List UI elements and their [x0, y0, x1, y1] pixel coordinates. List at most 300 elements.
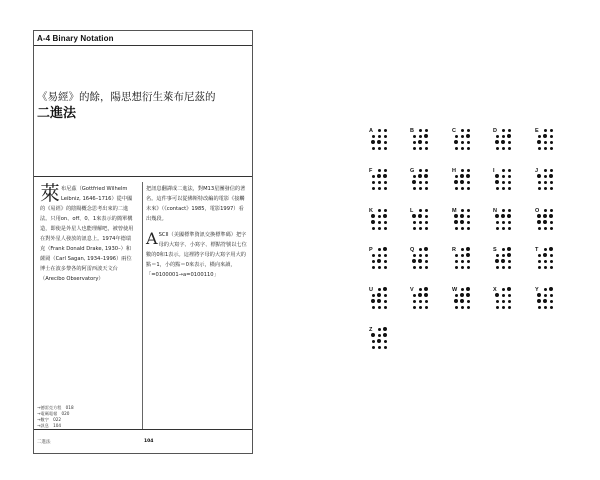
large-dot — [371, 140, 375, 144]
small-dot — [384, 141, 387, 144]
large-dot — [537, 140, 541, 144]
small-dot — [384, 300, 387, 303]
small-dot — [455, 187, 458, 190]
small-dot — [550, 129, 553, 132]
small-dot — [455, 294, 458, 297]
small-dot — [378, 334, 381, 337]
small-dot — [425, 147, 428, 150]
large-dot — [412, 214, 416, 218]
small-dot — [413, 306, 416, 309]
small-dot — [502, 169, 505, 172]
small-dot — [550, 254, 553, 257]
large-dot — [543, 134, 547, 138]
small-dot — [496, 147, 499, 150]
small-dot — [550, 187, 553, 190]
small-dot — [419, 266, 422, 269]
body-paragraph: 布尼茲（Gottfried Wilhelm Leibniz, 1646–1716）從中國的《易經》的陰陽概念思考出來的二進法。只用on、off、0、1來表示的簡單構造，即使是外星人也能理解吧，被曾使用在對外星人發放的訊息上。1974年德瑞克（Frank Donald Drake, 1930–）和薩岡（Carl Sagan, 1934–1996）兩位博士在波多黎各的阿雷西波天文台（Arecibo Observatory） — [40, 186, 134, 282]
large-dot — [412, 259, 416, 263]
small-dot — [496, 254, 499, 257]
small-dot — [544, 306, 547, 309]
large-dot — [507, 247, 511, 251]
small-dot — [378, 346, 381, 349]
small-dot — [544, 294, 547, 297]
small-dot — [538, 260, 541, 263]
small-dot — [413, 266, 416, 269]
small-dot — [384, 169, 387, 172]
small-dot — [461, 266, 464, 269]
small-dot — [378, 147, 381, 150]
small-dot — [550, 147, 553, 150]
small-dot — [467, 227, 470, 230]
small-dot — [419, 209, 422, 212]
small-dot — [425, 227, 428, 230]
small-dot — [467, 169, 470, 172]
small-dot — [508, 187, 511, 190]
small-dot — [467, 260, 470, 263]
large-dot — [495, 293, 499, 297]
large-dot — [501, 259, 505, 263]
small-dot — [384, 346, 387, 349]
small-dot — [467, 215, 470, 218]
small-dot — [538, 254, 541, 257]
small-dot — [384, 187, 387, 190]
large-dot — [543, 299, 547, 303]
small-dot — [425, 221, 428, 224]
small-dot — [467, 306, 470, 309]
braille-letter: S — [493, 247, 497, 253]
small-dot — [550, 260, 553, 263]
small-dot — [467, 147, 470, 150]
small-dot — [467, 181, 470, 184]
small-dot — [455, 266, 458, 269]
braille-cell-u — [369, 287, 403, 323]
small-dot — [419, 147, 422, 150]
small-dot — [502, 288, 505, 291]
braille-cell-a — [369, 128, 403, 164]
small-dot — [384, 260, 387, 263]
small-dot — [461, 260, 464, 263]
small-dot — [508, 294, 511, 297]
braille-letter: C — [452, 128, 456, 134]
small-dot — [378, 227, 381, 230]
small-dot — [413, 254, 416, 257]
small-dot — [496, 306, 499, 309]
small-dot — [413, 300, 416, 303]
large-dot — [377, 174, 381, 178]
small-dot — [502, 266, 505, 269]
large-dot — [543, 220, 547, 224]
braille-cell-l — [410, 208, 444, 244]
cross-reference: →數字 022 — [37, 417, 62, 422]
small-dot — [461, 169, 464, 172]
braille-letter: Z — [369, 327, 373, 333]
small-dot — [544, 181, 547, 184]
small-dot — [378, 169, 381, 172]
small-dot — [502, 175, 505, 178]
large-dot — [460, 180, 464, 184]
small-dot — [455, 260, 458, 263]
small-dot — [538, 227, 541, 230]
cross-reference: →訊息 104 — [37, 423, 62, 428]
small-dot — [419, 227, 422, 230]
small-dot — [502, 248, 505, 251]
braille-letter: U — [369, 287, 373, 293]
braille-cell-x — [493, 287, 527, 323]
small-dot — [384, 294, 387, 297]
small-dot — [455, 254, 458, 257]
small-dot — [419, 135, 422, 138]
braille-letter: B — [410, 128, 414, 134]
large-dot — [454, 180, 458, 184]
small-dot — [544, 129, 547, 132]
braille-letter: H — [452, 168, 456, 174]
large-dot — [383, 327, 387, 331]
small-dot — [378, 306, 381, 309]
small-dot — [538, 147, 541, 150]
small-dot — [502, 306, 505, 309]
small-dot — [378, 215, 381, 218]
small-dot — [508, 260, 511, 263]
small-dot — [467, 209, 470, 212]
braille-letter: N — [493, 208, 497, 214]
large-dot — [424, 174, 428, 178]
braille-cell-h — [452, 168, 486, 204]
large-dot — [424, 247, 428, 251]
large-dot — [454, 299, 458, 303]
small-dot — [508, 306, 511, 309]
small-dot — [508, 129, 511, 132]
large-dot — [543, 253, 547, 257]
large-dot — [377, 293, 381, 297]
small-dot — [550, 300, 553, 303]
small-dot — [419, 254, 422, 257]
large-dot — [495, 174, 499, 178]
small-dot — [372, 260, 375, 263]
small-dot — [372, 227, 375, 230]
small-dot — [419, 221, 422, 224]
small-dot — [508, 227, 511, 230]
small-dot — [378, 209, 381, 212]
small-dot — [372, 346, 375, 349]
large-dot — [460, 214, 464, 218]
body-paragraph: 把訊息翻譯成二進法，對M13星團發信的著名。這件事可以從佛斯特改編的電影《接觸未來》（《contact》1985，電影1997）看出幾段。 — [146, 186, 246, 222]
small-dot — [538, 135, 541, 138]
small-dot — [425, 254, 428, 257]
small-dot — [467, 300, 470, 303]
small-dot — [496, 221, 499, 224]
small-dot — [461, 129, 464, 132]
small-dot — [550, 181, 553, 184]
large-dot — [537, 214, 541, 218]
small-dot — [508, 169, 511, 172]
small-dot — [455, 306, 458, 309]
page-number: 104 — [144, 439, 154, 444]
small-dot — [378, 135, 381, 138]
braille-cell-p — [369, 247, 403, 283]
braille-cell-c — [452, 128, 486, 164]
small-dot — [550, 141, 553, 144]
small-dot — [496, 300, 499, 303]
small-dot — [508, 147, 511, 150]
small-dot — [378, 288, 381, 291]
large-dot — [507, 134, 511, 138]
large-dot — [537, 220, 541, 224]
small-dot — [461, 248, 464, 251]
braille-letter: I — [493, 168, 495, 174]
small-dot — [378, 254, 381, 257]
small-dot — [538, 187, 541, 190]
small-dot — [378, 187, 381, 190]
small-dot — [461, 187, 464, 190]
large-dot — [507, 287, 511, 291]
small-dot — [550, 169, 553, 172]
small-dot — [425, 129, 428, 132]
small-dot — [502, 209, 505, 212]
large-dot — [418, 174, 422, 178]
braille-cell-t — [535, 247, 569, 283]
braille-letter: J — [535, 168, 539, 174]
braille-cell-f — [369, 168, 403, 204]
dropcap: A — [146, 229, 158, 248]
small-dot — [384, 147, 387, 150]
large-dot — [371, 299, 375, 303]
small-dot — [508, 221, 511, 224]
large-dot — [543, 214, 547, 218]
large-dot — [454, 140, 458, 144]
braille-letter: P — [369, 247, 373, 253]
braille-cell-n — [493, 208, 527, 244]
small-dot — [550, 294, 553, 297]
large-dot — [549, 214, 553, 218]
small-dot — [413, 227, 416, 230]
small-dot — [508, 141, 511, 144]
small-dot — [425, 169, 428, 172]
large-dot — [507, 214, 511, 218]
large-dot — [460, 293, 464, 297]
small-dot — [467, 141, 470, 144]
large-dot — [412, 180, 416, 184]
small-dot — [544, 260, 547, 263]
braille-letter: L — [410, 208, 414, 214]
page-title: 二進法 — [37, 106, 77, 121]
small-dot — [496, 266, 499, 269]
braille-cell-z — [369, 327, 403, 363]
small-dot — [372, 187, 375, 190]
small-dot — [508, 175, 511, 178]
small-dot — [384, 209, 387, 212]
large-dot — [537, 293, 541, 297]
large-dot — [537, 174, 541, 178]
small-dot — [384, 266, 387, 269]
braille-cell-e — [535, 128, 569, 164]
large-dot — [549, 287, 553, 291]
small-dot — [378, 221, 381, 224]
small-dot — [455, 227, 458, 230]
small-dot — [544, 141, 547, 144]
braille-letter: G — [410, 168, 415, 174]
small-dot — [544, 248, 547, 251]
large-dot — [377, 299, 381, 303]
small-dot — [496, 187, 499, 190]
large-dot — [495, 180, 499, 184]
large-dot — [549, 247, 553, 251]
braille-letter: X — [493, 287, 497, 293]
large-dot — [418, 259, 422, 263]
braille-cell-k — [369, 208, 403, 244]
small-dot — [508, 181, 511, 184]
braille-letter: E — [535, 128, 539, 134]
small-dot — [419, 248, 422, 251]
large-dot — [424, 293, 428, 297]
cross-reference: →電碼電報 020 — [37, 411, 70, 416]
large-dot — [383, 174, 387, 178]
small-dot — [544, 227, 547, 230]
small-dot — [425, 266, 428, 269]
large-dot — [454, 220, 458, 224]
small-dot — [502, 300, 505, 303]
braille-cell-r — [452, 247, 486, 283]
small-dot — [425, 209, 428, 212]
small-dot — [372, 175, 375, 178]
braille-letter: K — [369, 208, 373, 214]
large-dot — [495, 140, 499, 144]
small-dot — [413, 135, 416, 138]
small-dot — [550, 221, 553, 224]
large-dot — [383, 287, 387, 291]
small-dot — [372, 266, 375, 269]
braille-cell-m — [452, 208, 486, 244]
small-dot — [425, 300, 428, 303]
cross-reference: →德雷克方程 018 — [37, 405, 74, 410]
small-dot — [461, 227, 464, 230]
small-dot — [419, 181, 422, 184]
small-dot — [384, 221, 387, 224]
small-dot — [544, 288, 547, 291]
large-dot — [495, 214, 499, 218]
small-dot — [550, 227, 553, 230]
small-dot — [384, 227, 387, 230]
small-dot — [502, 227, 505, 230]
large-dot — [418, 214, 422, 218]
page-subtitle: 《易經》的餘，陽思想衍生萊布尼茲的 — [37, 91, 216, 103]
small-dot — [384, 129, 387, 132]
large-dot — [507, 253, 511, 257]
small-dot — [461, 141, 464, 144]
small-dot — [419, 169, 422, 172]
small-dot — [550, 135, 553, 138]
large-dot — [466, 293, 470, 297]
braille-cell-g — [410, 168, 444, 204]
braille-letter: D — [493, 128, 497, 134]
small-dot — [378, 266, 381, 269]
braille-cell-v — [410, 287, 444, 323]
small-dot — [413, 147, 416, 150]
small-dot — [425, 181, 428, 184]
small-dot — [419, 129, 422, 132]
small-dot — [378, 129, 381, 132]
small-dot — [425, 260, 428, 263]
large-dot — [466, 247, 470, 251]
small-dot — [419, 187, 422, 190]
large-dot — [466, 134, 470, 138]
small-dot — [496, 227, 499, 230]
braille-cell-i — [493, 168, 527, 204]
large-dot — [371, 214, 375, 218]
large-dot — [460, 299, 464, 303]
braille-letter: T — [535, 247, 539, 253]
braille-letter: Y — [535, 287, 539, 293]
large-dot — [495, 259, 499, 263]
small-dot — [467, 129, 470, 132]
small-dot — [502, 254, 505, 257]
small-dot — [502, 147, 505, 150]
large-dot — [549, 174, 553, 178]
small-dot — [496, 135, 499, 138]
small-dot — [455, 147, 458, 150]
small-dot — [502, 221, 505, 224]
large-dot — [383, 247, 387, 251]
large-dot — [377, 339, 381, 343]
small-dot — [544, 175, 547, 178]
small-dot — [544, 147, 547, 150]
braille-letter: F — [369, 168, 373, 174]
large-dot — [424, 287, 428, 291]
small-dot — [372, 294, 375, 297]
small-dot — [467, 221, 470, 224]
small-dot — [550, 306, 553, 309]
small-dot — [508, 209, 511, 212]
small-dot — [461, 135, 464, 138]
small-dot — [502, 181, 505, 184]
small-dot — [384, 306, 387, 309]
small-dot — [467, 266, 470, 269]
large-dot — [418, 140, 422, 144]
small-dot — [413, 187, 416, 190]
body-paragraph-text: SCII（美國標準資訊交換標準碼）把字母的大寫字、小寫字、標點符號以七位數的0和1表示。這裡將字母的大寫字用大的點＝1，小的點＝0來表示，橫向來讀，「=0100001→a=0100110」 — [146, 232, 247, 278]
large-dot — [383, 214, 387, 218]
braille-cell-q — [410, 247, 444, 283]
large-dot — [501, 140, 505, 144]
small-dot — [461, 306, 464, 309]
braille-letter: M — [452, 208, 457, 214]
small-dot — [378, 248, 381, 251]
braille-cell-s — [493, 247, 527, 283]
large-dot — [501, 214, 505, 218]
small-dot — [413, 221, 416, 224]
braille-letter: R — [452, 247, 456, 253]
large-dot — [377, 140, 381, 144]
small-dot — [467, 187, 470, 190]
small-dot — [550, 266, 553, 269]
small-dot — [372, 147, 375, 150]
small-dot — [544, 169, 547, 172]
small-dot — [378, 181, 381, 184]
large-dot — [466, 253, 470, 257]
braille-cell-b — [410, 128, 444, 164]
small-dot — [544, 187, 547, 190]
small-dot — [508, 300, 511, 303]
large-dot — [371, 220, 375, 224]
small-dot — [508, 266, 511, 269]
page-header: A-4 Binary Notation — [37, 34, 114, 43]
large-dot — [466, 287, 470, 291]
small-dot — [502, 294, 505, 297]
small-dot — [455, 175, 458, 178]
braille-letter: Q — [410, 247, 415, 253]
braille-cell-o — [535, 208, 569, 244]
large-dot — [466, 174, 470, 178]
large-dot — [377, 259, 381, 263]
